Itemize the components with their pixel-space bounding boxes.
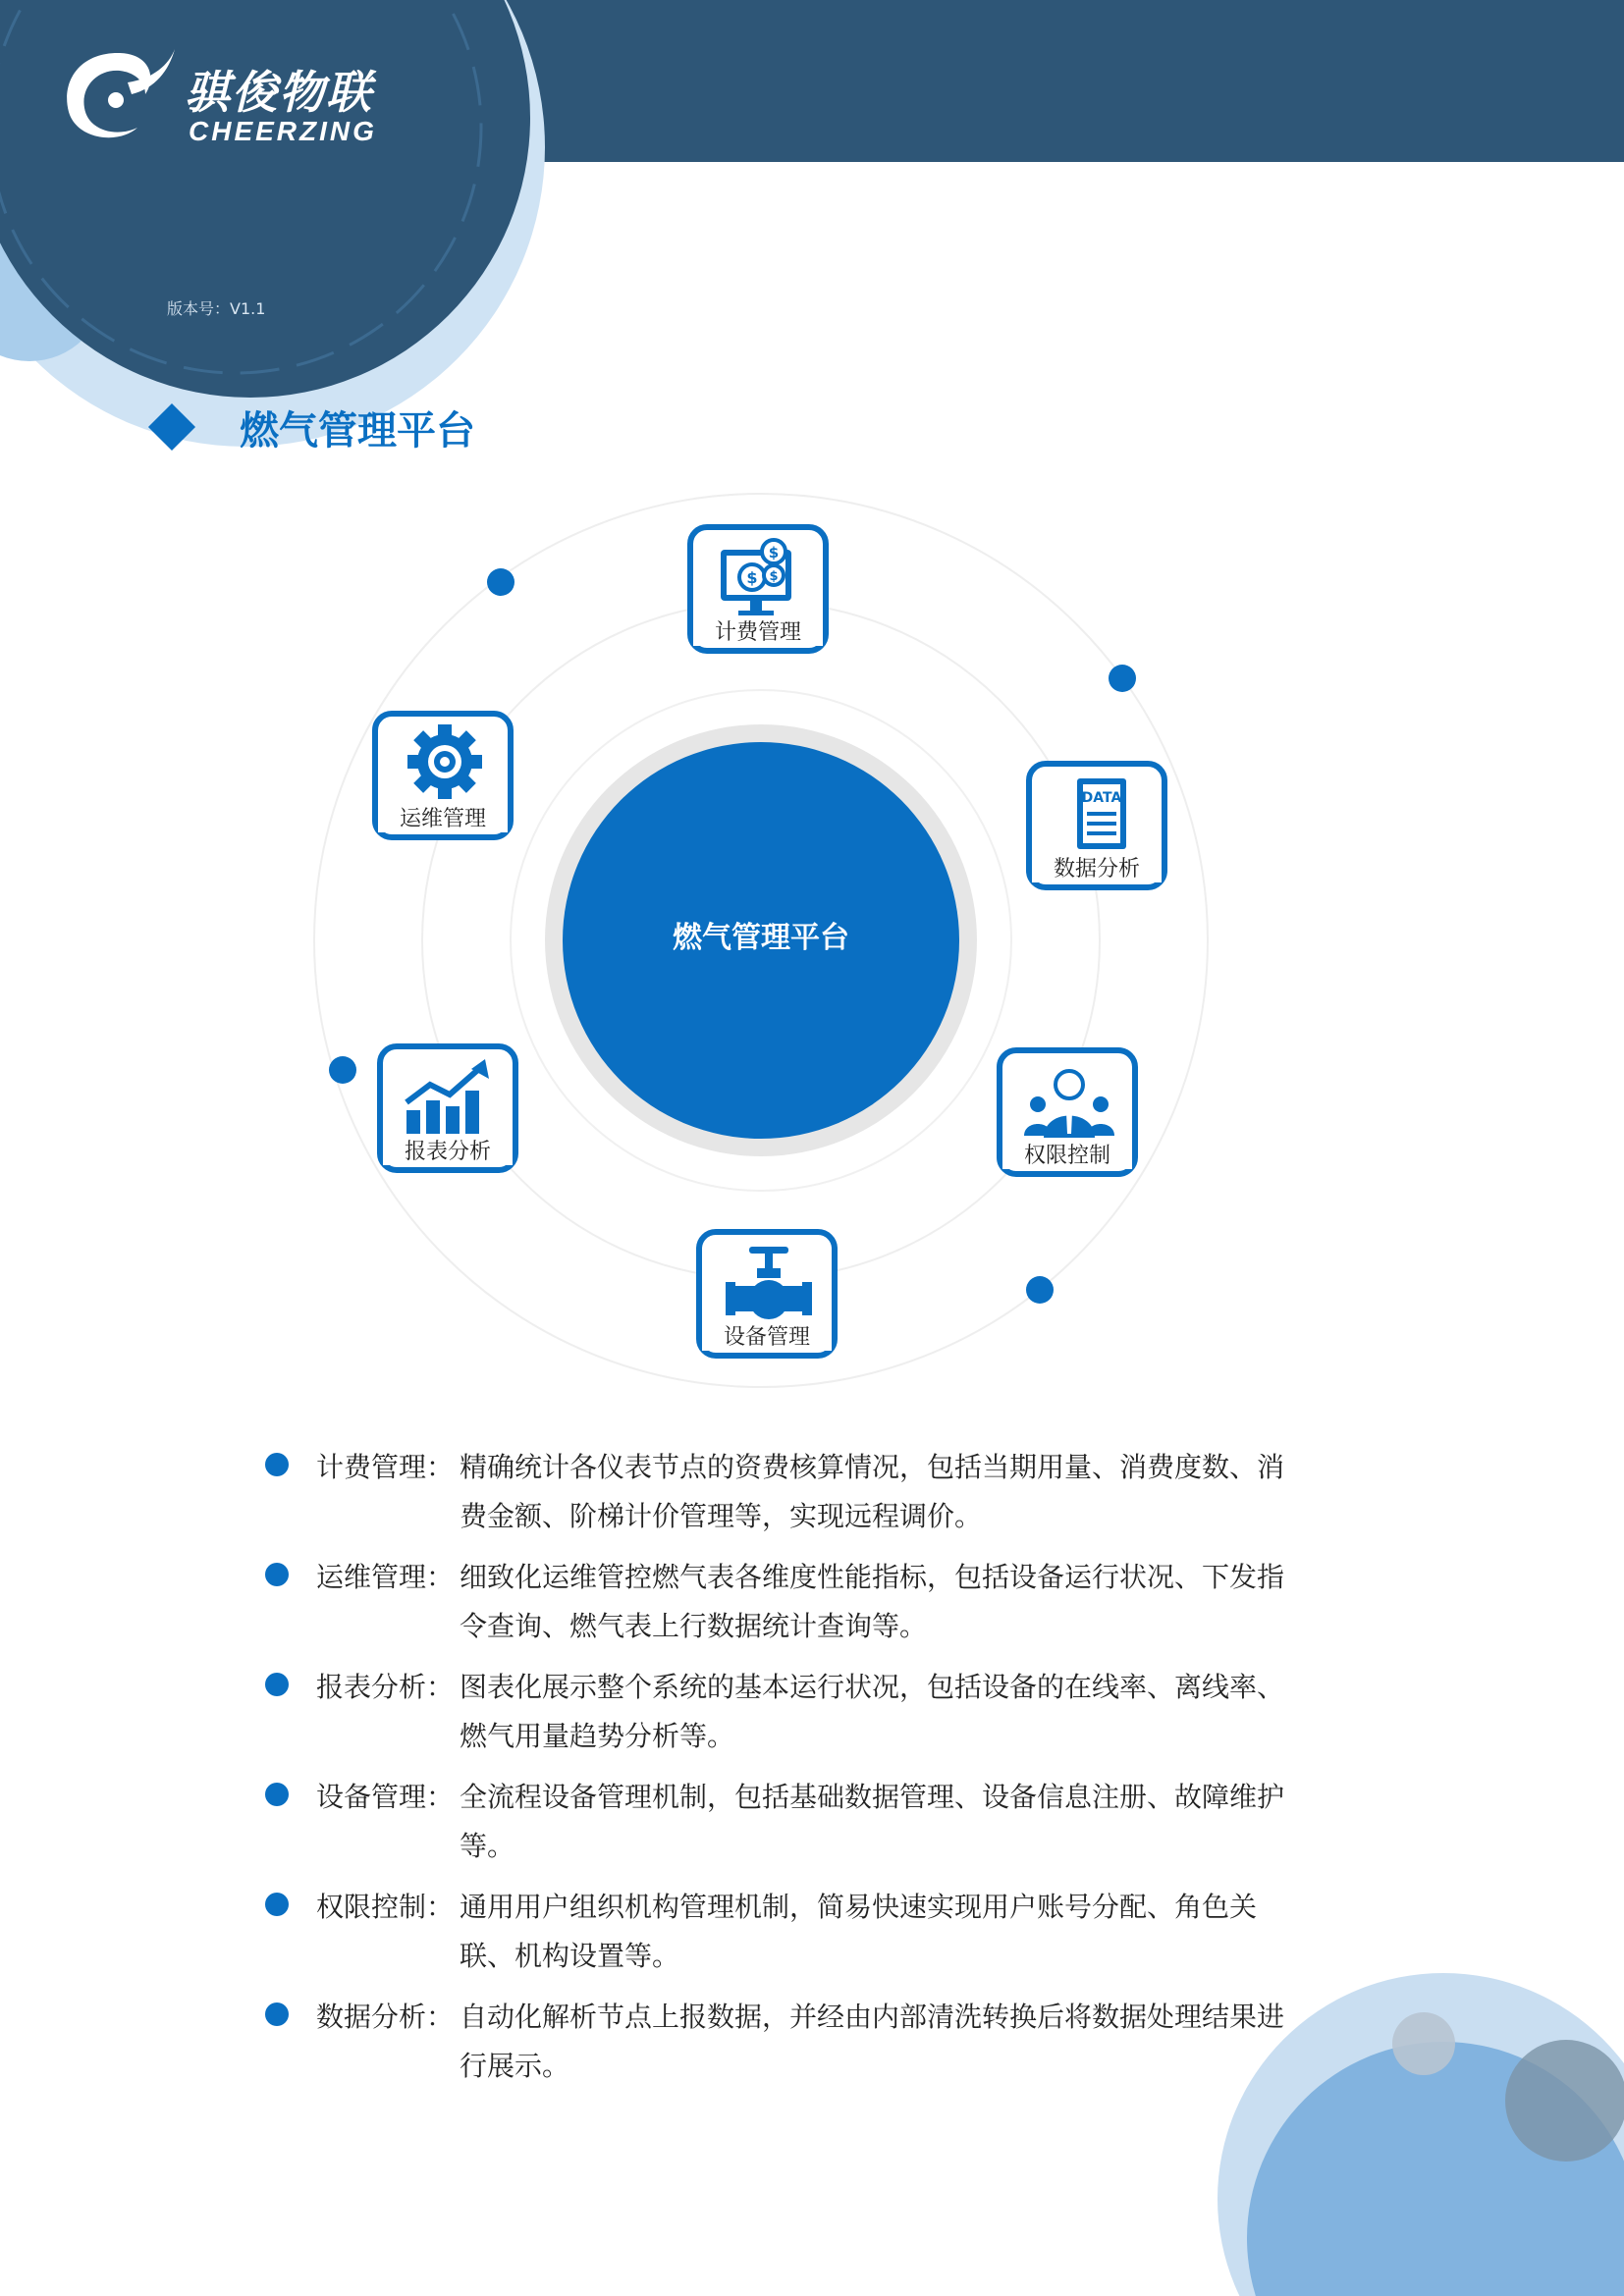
node-device-management — [696, 1229, 838, 1359]
desc-term: 设备管理： — [316, 1781, 455, 1813]
diagram-center-label: 燃气管理平台 — [673, 921, 849, 955]
gear-icon — [398, 722, 492, 811]
bullet-dot-icon — [265, 1893, 289, 1916]
svg-text:$: $ — [769, 569, 779, 584]
desc-term: 报表分析： — [316, 1671, 455, 1703]
svg-text:DATA: DATA — [1081, 790, 1122, 806]
node-data-analysis — [1026, 761, 1167, 890]
version-label: 版本号：V1.1 — [167, 299, 266, 318]
node-operations-management-label: 运维管理 — [378, 802, 508, 832]
bullet-dot-icon — [265, 2002, 289, 2026]
logo-english-name: CHEERZING — [189, 116, 377, 146]
node-billing — [687, 524, 829, 654]
desc-term: 计费管理： — [316, 1451, 455, 1483]
list-item — [265, 1663, 1306, 1761]
node-operations-management — [372, 711, 514, 840]
desc-term: 数据分析： — [316, 2001, 455, 2033]
valve-icon — [722, 1241, 816, 1329]
bar-chart-trend-icon — [403, 1055, 497, 1144]
node-report-analysis — [377, 1043, 518, 1173]
bullet-dot-icon — [265, 1563, 289, 1586]
svg-text:$: $ — [768, 544, 780, 561]
node-permission-control-label: 权限控制 — [1002, 1139, 1132, 1169]
users-group-icon — [1022, 1059, 1116, 1148]
bullet-dot-icon — [265, 1783, 289, 1806]
feature-description-list — [265, 1443, 1306, 2103]
node-report-analysis-label: 报表分析 — [383, 1135, 513, 1165]
logo-swirl-icon — [59, 43, 177, 151]
desc-term: 权限控制： — [316, 1891, 455, 1923]
desc-text: 细致化运维管控燃气表各维度性能指标，包括设备运行状况、下发指令查询、燃气表上行数据统计查询等。 — [460, 1561, 1285, 1642]
desc-text: 通用用户组织机构管理机制，简易快速实现用户账号分配、角色关联、机构设置等。 — [460, 1891, 1258, 1972]
node-billing-label: 计费管理 — [693, 615, 823, 646]
desc-text: 图表化展示整个系统的基本运行状况，包括设备的在线率、离线率、燃气用量趋势分析等。 — [460, 1671, 1285, 1752]
data-document-icon — [1052, 773, 1146, 861]
list-item — [265, 1883, 1306, 1981]
desc-term: 运维管理： — [316, 1561, 455, 1593]
list-item — [265, 1773, 1306, 1871]
list-item — [265, 1443, 1306, 1541]
desc-text: 全流程设备管理机制，包括基础数据管理、设备信息注册、故障维护等。 — [460, 1781, 1285, 1862]
node-permission-control — [997, 1047, 1138, 1177]
list-item — [265, 1993, 1306, 2091]
bullet-dot-icon — [265, 1453, 289, 1476]
logo-chinese-name: 骐俊物联 — [185, 66, 373, 119]
node-device-management-label: 设备管理 — [702, 1320, 832, 1351]
svg-text:$: $ — [746, 568, 758, 587]
list-item — [265, 1553, 1306, 1651]
billing-monitor-icon — [713, 536, 807, 624]
company-logo — [59, 43, 432, 161]
node-data-analysis-label: 数据分析 — [1032, 852, 1162, 882]
section-title: 燃气管理平台 — [240, 407, 475, 454]
diamond-bullet-icon — [148, 403, 195, 451]
desc-text: 精确统计各仪表节点的资费核算情况，包括当期用量、消费度数、消费金额、阶梯计价管理等，实现远程调价。 — [460, 1451, 1285, 1532]
bullet-dot-icon — [265, 1673, 289, 1696]
section-heading — [147, 393, 475, 461]
desc-text: 自动化解析节点上报数据，并经由内部清洗转换后将数据处理结果进行展示。 — [460, 2001, 1285, 2082]
